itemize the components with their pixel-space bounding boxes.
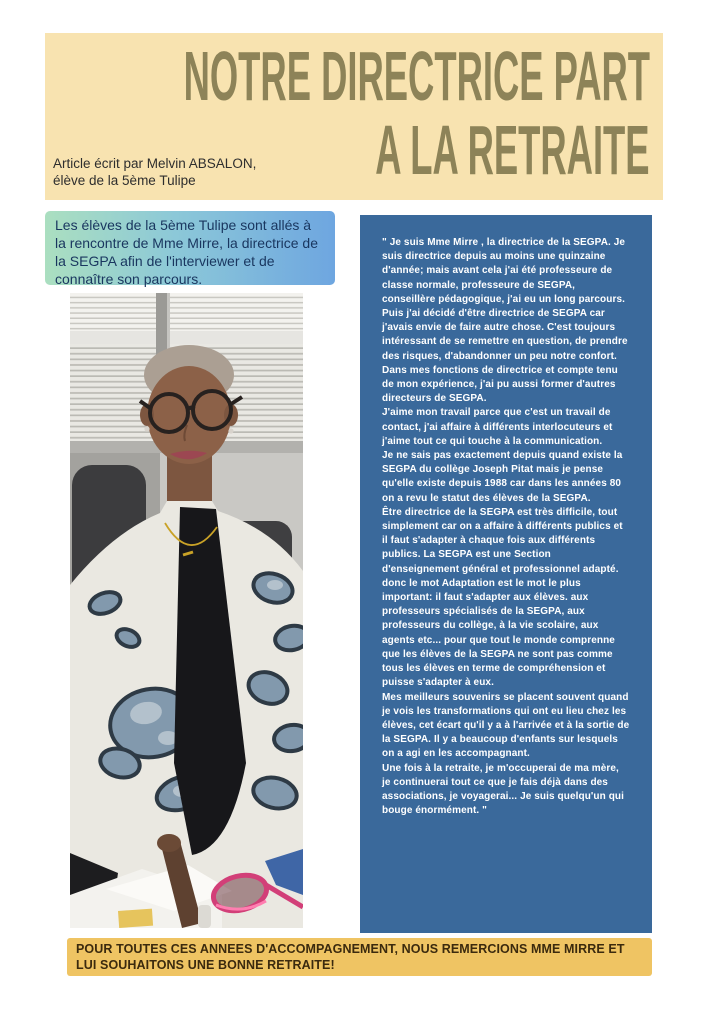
quote-paragraph-3: Je ne sais pas exactement depuis quand existe la SEGPA du collège Joseph Pitat mais je pense qu'elle existe depuis 1988 car dans les années 80 on a revu le statut des élèves de la SEGPA. — [382, 450, 623, 504]
quote-paragraph-5: Mes meilleurs souvenirs se placent souvent quand je vois les transformations qui ont eu lieu chez les élèves, cet écart qu'il y a à l'arrivée et à la sortie de la SEGPA. Il y a beaucoup d'enfants sur lesquels on a agi en les accompagnant. — [382, 691, 630, 760]
intro-text: Les élèves de la 5ème Tulipe sont allés à la rencontre de Mme Mirre, la directrice de la SEGPA afin de l'interviewer et de connaître son parcours. — [55, 217, 318, 287]
interview-quote-box — [360, 215, 652, 933]
byline-line-1: Article écrit par Melvin ABSALON, — [53, 156, 257, 171]
left-earring — [144, 426, 149, 431]
byline-line-2: élève de la 5ème Tulipe — [53, 173, 196, 188]
page-title-line-1: NOTRE DIRECTRICE PART — [183, 37, 650, 115]
marker-pen — [198, 905, 211, 928]
page-title-line-2: A LA RETRAITE — [375, 111, 650, 189]
sticky-note — [118, 909, 153, 928]
footer-text: POUR TOUTES CES ANNEES D'ACCOMPAGNEMENT, NOUS REMERCIONS MME MIRRE ET LUI SOUHAITONS UNE BONNE RETRAITE! — [76, 942, 625, 972]
footer-thanks-banner — [67, 938, 652, 976]
portrait-photo-graphic — [70, 293, 303, 928]
quote-paragraph-1: " Je suis Mme Mirre , la directrice de la SEGPA. Je suis directrice depuis au moins une quinzaine d'année; mais avant cela j'ai été professeure de classe normale, professeure de SEGPA, conseillère pédagogique, j'ai eu un long parcours. Puis j'ai décidé d'être directrice de SEGPA car j'avais envie de faire autre chose. C'est toujours intéressant de se remettre en question, de prendre des risques, d'abandonner un peu notre confort. Dans mes fonctions de directrice et compte tenu de mon expérience, j'ai pu aussi former d'autres directeurs de SEGPA. — [382, 237, 628, 405]
intro-highlight-box — [45, 211, 335, 285]
right-earring — [228, 428, 233, 433]
wooden-carving-top — [157, 834, 181, 852]
quote-paragraph-2: J'aime mon travail parce que c'est un travail de contact, j'ai affaire à différents interlocuteurs et j'aime tout ce qui touche à la communication. — [382, 407, 613, 447]
byline — [53, 155, 256, 189]
quote-paragraph-4: Être directrice de la SEGPA est très difficile, tout simplement car on a affaire à différents publics et il faut s'adapter à chaque fois aux différents publics. La SEGPA est une Section d'enseignement général et professionnel adapté. donc le mot Adaptation est le mot le plus important: il faut s'adapter aux élèves. aux professeurs spécialisés de la SEGPA, aux professeurs du collège, à la vie scolaire, aux agents etc... pour que tout le monde comprenne que les élèves de la SEGPA ne sont pas comme tous les élèves en terme de compréhension et puisse s'adapter à eux. — [382, 506, 623, 689]
window-frame-bar — [70, 331, 303, 344]
window-blinds-upper — [70, 293, 303, 331]
quote-paragraph-6: Une fois à la retraite, je m'occuperai de ma mère, je continuerai tout ce que je fais déjà dans des associations, je voyagerai... Je suis quelqu'un qui bouge énormément. " — [382, 762, 624, 817]
portrait-photo — [70, 293, 303, 928]
header-banner — [45, 33, 663, 200]
